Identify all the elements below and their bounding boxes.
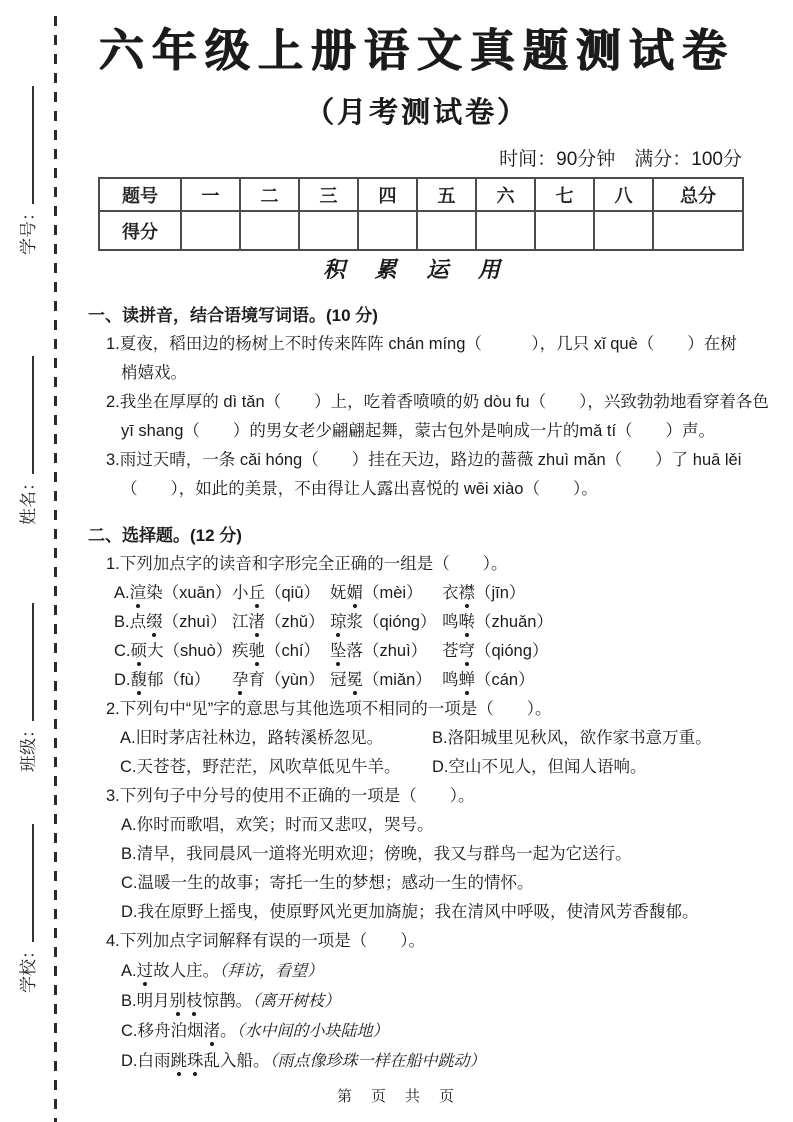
q1-stem: 1.下列加点字的读音和字形完全正确的一组是（ ）。 [106,555,508,573]
school-label: 学校： [19,942,38,993]
student-id-label: 学号： [19,204,38,255]
score-blank-cell [240,211,299,250]
q1-option-a2: 小丘（qiū） [232,584,321,602]
q3-option-b: B.清早，我同晨风一道将光明欢迎；傍晚，我又与群鸟一起为它送行。 [121,845,632,863]
q2-stem: 2.下列句中“见”字的意思与其他选项不相同的一项是（ ）。 [106,700,552,718]
student-name-blank-line [14,356,34,474]
q4-option-c [121,1016,746,1046]
class-field [14,603,38,772]
part2-heading: 二、选择题。(12 分) [88,526,242,545]
score-blank-cell [535,211,594,250]
q3-option-d: D.我在原野上摇曳，使原野风光更加旖旎；我在清风中呼吸，使清风芳香馥郁。 [121,903,699,921]
q4-option-b-text: B.明月别枝惊鹊。 [121,992,253,1010]
exam-sheet [88,14,769,1076]
part1-item2-line1: 2.我坐在厚厚的 dì tǎn（ ）上，吃着香喷喷的奶 dòu fu（ ），兴致勃勃地看穿着各色 [106,393,769,411]
q4-option-c-note: （水中间的小块陆地） [236,1021,389,1040]
score-blank-cell [417,211,476,250]
fold-dashed-line [54,16,57,1122]
part1-item1-line2: 梢嬉戏。 [121,364,187,382]
q1-options [114,579,746,695]
student-id-field [14,86,38,255]
section-banner: 积 累 运 用 [323,257,511,283]
q2-option-d: D.空山不见人，但闻人语响。 [432,758,647,776]
class-blank-line [14,603,34,721]
part1-item3-line2: （ ），如此的美景，不由得让人露出喜悦的 wēi xiào（ ）。 [121,480,598,498]
q1-option-b3: 琼浆（qióng） [330,613,437,631]
q4-option-d-text: D.白雨跳珠乱入船。 [121,1052,270,1070]
q1-option-d3: 冠冕（miǎn） [330,671,432,689]
q2-options-row2 [120,753,746,782]
q4-option-b-note: （离开树枝） [252,991,341,1010]
score-col-8: 八 [594,178,653,211]
score-table-corner: 题号 [99,178,181,211]
school-blank-line [14,824,34,942]
q1-option-b1: B.点缀（zhuì） [114,613,227,631]
part2-choice-section [88,521,746,1076]
q4-option-d [121,1046,746,1076]
score-blank-cell [299,211,358,250]
part1-item2-line2: yī shang（ ）的男女老少翩翩起舞，蒙古包外是响成一片的mǎ tí（ ）声。 [121,422,716,440]
score-col-total: 总分 [653,178,743,211]
score-table [98,177,744,251]
score-row-label: 得分 [99,211,181,250]
score-col-4: 四 [358,178,417,211]
page-footer: 第 页 共 页 [336,1088,456,1105]
score-col-7: 七 [535,178,594,211]
part1-item3-line1: 3.雨过天晴，一条 cǎi hóng（ ）挂在天边，路边的蔷薇 zhuì mǎn（ ）了 huā lěi [106,451,742,469]
q3-option-c: C.温暖一生的故事；寄托一生的梦想；感动一生的情怀。 [121,874,534,892]
q1-option-c4: 苍穹（qióng） [442,642,549,660]
score-col-2: 二 [240,178,299,211]
q2-option-c: C.天苍苍，野茫茫，风吹草低见牛羊。 [120,758,401,776]
q4-option-a-note: （拜访，看望） [219,961,324,980]
score-col-6: 六 [476,178,535,211]
q3-option-a: A.你时而歌唱，欢笑；时而又悲叹，哭号。 [121,816,434,834]
student-name-label: 姓名： [19,474,38,525]
part1-heading: 一、读拼音，结合语境写词语。(10 分) [88,306,378,325]
q4-option-c-text: C.移舟泊烟渚。 [121,1022,237,1040]
q1-option-d2: 孕育（yùn） [232,671,325,689]
q2-options-row1 [120,724,746,753]
score-col-1: 一 [181,178,240,211]
q1-option-b4: 鸣啭（zhuǎn） [442,613,553,631]
exam-time-score-info: 时间：90分钟 满分：100分 [499,149,742,170]
q1-option-c2: 疾驰（chí） [232,642,321,660]
q1-option-a1: A.渲染（xuān） [114,584,232,602]
score-col-3: 三 [299,178,358,211]
q4-option-a [121,956,746,986]
q2-option-a: A.旧时茅店社林边，路转溪桥忽见。 [120,729,384,747]
score-col-5: 五 [417,178,476,211]
page-title: 六年级上册语文真题测试卷 [98,25,735,76]
q1-option-d1: D.馥郁（fù） [114,671,211,689]
student-id-blank-line [14,86,34,204]
q4-option-a-text: A.过故人庄。 [121,962,220,980]
q2-option-b: B.洛阳城里见秋风，欲作家书意万重。 [432,729,712,747]
score-table-header-row [99,178,743,211]
q1-option-d4: 鸣蝉（cán） [442,671,535,689]
student-name-field [14,356,38,525]
q1-option-b2: 江渚（zhǔ） [232,613,325,631]
q1-option-a3: 妩媚（mèi） [330,584,423,602]
score-blank-cell [653,211,743,250]
part1-item1-line1: 1.夏夜，稻田边的杨树上不时传来阵阵 chán míng（ ），几只 xǐ què（ ）在树 [106,335,737,353]
score-blank-cell [594,211,653,250]
school-field [14,824,38,993]
score-blank-cell [358,211,417,250]
class-label: 班级： [19,721,38,772]
q1-option-c3: 坠落（zhuì） [330,642,428,660]
q1-option-a4: 衣襟（jīn） [442,584,526,602]
q4-stem: 4.下列加点字词解释有误的一项是（ ）。 [106,932,426,950]
score-table-score-row [99,211,743,250]
q4-option-d-note: （雨点像珍珠一样在船中跳动） [269,1051,486,1070]
score-blank-cell [476,211,535,250]
q4-option-b [121,986,746,1016]
part1-pinyin-section [88,301,769,504]
q3-stem: 3.下列句子中分号的使用不正确的一项是（ ）。 [106,787,475,805]
score-blank-cell [181,211,240,250]
page-subtitle: （月考测试卷） [304,97,529,129]
q1-option-c1: C.硕大（shuò） [114,642,233,660]
